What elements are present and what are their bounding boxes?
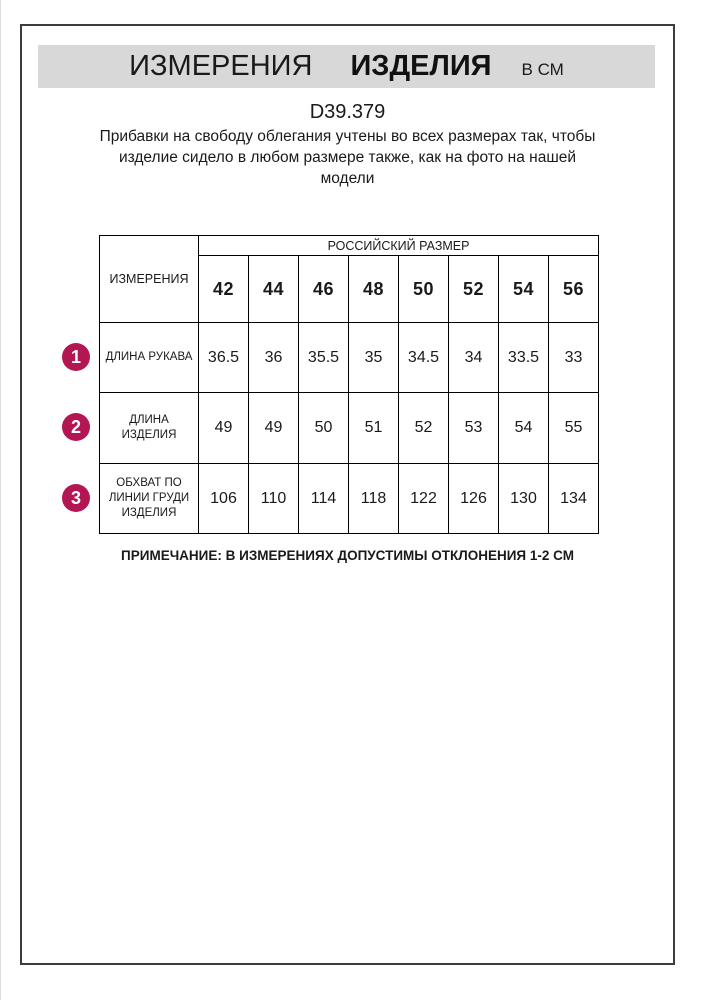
table-cell: 106 (199, 464, 249, 534)
table-cell: 122 (399, 464, 449, 534)
size-column-header: 44 (249, 256, 299, 323)
page-title-unit: В СМ (521, 59, 564, 79)
row-label-line: ДЛИНА РУКАВА (105, 351, 193, 363)
article-code: D39.379 (309, 101, 386, 123)
table-cell: 55 (549, 393, 599, 464)
row-label-line: ОБХВАТ ПО (116, 477, 182, 489)
size-column-header: 48 (349, 256, 399, 323)
size-column-header: 54 (499, 256, 549, 323)
row-label-line: ДЛИНА (129, 414, 169, 426)
tolerance-note: ПРИМЕЧАНИЕ: В ИЗМЕРЕНИЯХ ДОПУСТИМЫ ОТКЛОНЕНИЯ 1-2 СМ (121, 548, 574, 563)
table-cell: 35.5 (299, 323, 349, 393)
row-label-chest-girth (100, 464, 199, 534)
table-cell: 126 (449, 464, 499, 534)
table-cell: 36.5 (199, 323, 249, 393)
fit-note-line: изделие сидело в любом размере также, как на фото на нашей (118, 149, 577, 166)
table-cell: 49 (249, 393, 299, 464)
table-row-product-length (100, 393, 599, 464)
table-cell: 52 (399, 393, 449, 464)
fit-note (20, 126, 675, 189)
page-title-product: ИЗДЕЛИЯ (350, 50, 492, 82)
page-title-measurements: ИЗМЕРЕНИЯ (129, 50, 313, 82)
table-cell: 36 (249, 323, 299, 393)
row-label-sleeve-length (100, 323, 199, 393)
measurements-column-header: ИЗМЕРЕНИЯ (100, 236, 199, 323)
size-column-header: 52 (449, 256, 499, 323)
table-cell: 50 (299, 393, 349, 464)
row-label-line: ЛИНИИ ГРУДИ (108, 492, 190, 504)
title-banner (38, 45, 655, 88)
table-cell: 34.5 (399, 323, 449, 393)
row-label-line: ИЗДЕЛИЯ (121, 507, 177, 519)
fit-note-line: модели (320, 170, 375, 187)
fit-note-line: Прибавки на свободу облегания учтены во всех размерах так, чтобы (99, 128, 596, 145)
table-cell: 34 (449, 323, 499, 393)
table-cell: 110 (249, 464, 299, 534)
table-cell: 134 (549, 464, 599, 534)
table-cell: 49 (199, 393, 249, 464)
row-marker: 3 (62, 484, 90, 512)
table-header-group-row (100, 236, 599, 256)
table-cell: 33.5 (499, 323, 549, 393)
size-column-header: 46 (299, 256, 349, 323)
table-cell: 54 (499, 393, 549, 464)
size-column-header: 50 (399, 256, 449, 323)
size-column-header: 42 (199, 256, 249, 323)
table-row-chest-girth (100, 464, 599, 534)
table-cell: 114 (299, 464, 349, 534)
table-cell: 130 (499, 464, 549, 534)
row-marker: 2 (62, 413, 90, 441)
table-cell: 53 (449, 393, 499, 464)
row-marker: 1 (62, 343, 90, 371)
row-label-product-length (100, 393, 199, 464)
size-table (99, 235, 599, 534)
table-cell: 35 (349, 323, 399, 393)
russian-size-group-header: РОССИЙСКИЙ РАЗМЕР (199, 236, 599, 256)
row-label-line: ИЗДЕЛИЯ (121, 429, 177, 441)
table-cell: 118 (349, 464, 399, 534)
table-cell: 33 (549, 323, 599, 393)
size-column-header: 56 (549, 256, 599, 323)
table-cell: 51 (349, 393, 399, 464)
table-row-sleeve-length (100, 323, 599, 393)
